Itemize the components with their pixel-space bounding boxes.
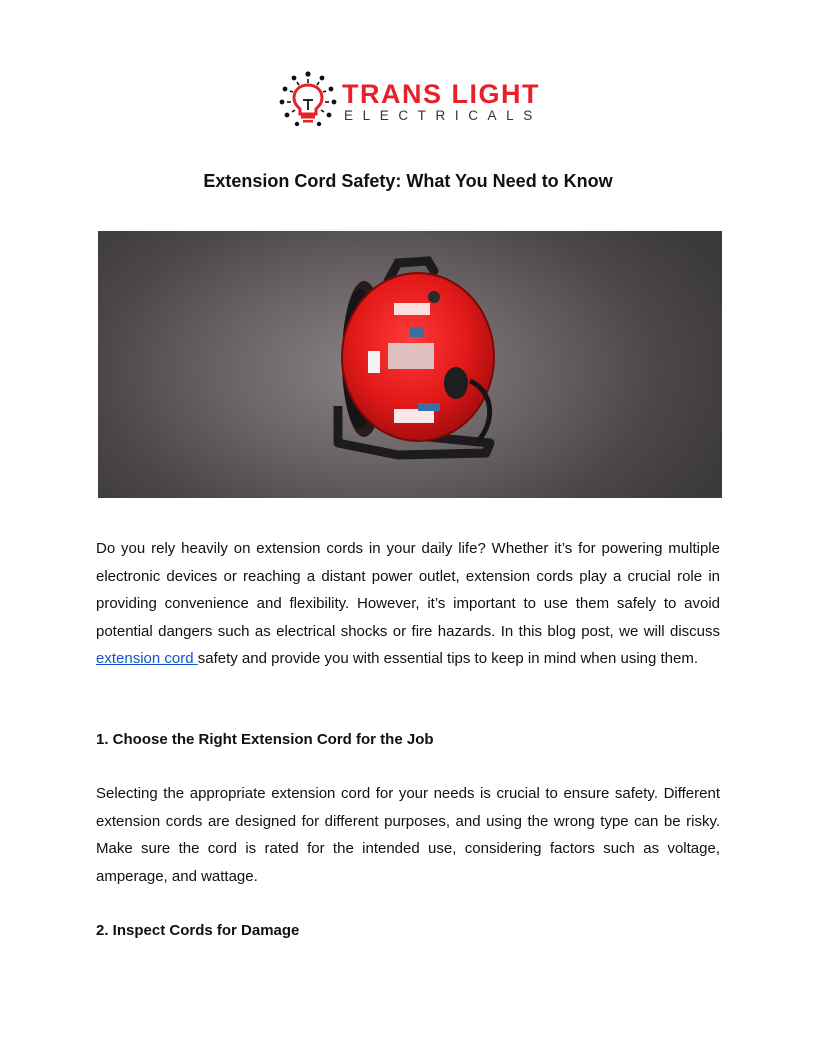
intro-text-end: safety and provide you with essential tips to keep in mind when using them. [197, 650, 699, 667]
intro-paragraph [96, 535, 720, 673]
intro-text-start: Do you rely heavily on extension cords in your daily life? Whether it’s for powering multiple electronic devices or reaching a distant power outlet, extension cords play a crucial role in providing convenience and flexibility. However, it’s important to use them safely to avoid potential dangers such as electrical shocks or fire hazards. In this blog post, we will discuss [96, 540, 720, 640]
section-heading-choose-cord: 1. Choose the Right Extension Cord for the Job [96, 731, 434, 748]
company-logo [278, 70, 540, 130]
section-heading-inspect-cords: 2. Inspect Cords for Damage [96, 922, 300, 939]
lightbulb-gear-icon [278, 70, 338, 128]
brand-name: TRANS LIGHT [342, 79, 540, 109]
extension-cord-reel-photo [98, 231, 722, 498]
article-title: Extension Cord Safety: What You Need to Know [203, 171, 613, 191]
extension-cord-link[interactable]: extension cord [96, 650, 198, 667]
brand-subtitle: ELECTRICALS [344, 108, 542, 123]
section-body-choose-cord: Selecting the appropriate extension cord for your needs is crucial to ensure safety. Different extension cords are designed for different purposes, and using the wrong type can be risky. Make sure the cord is rated for the intended use, considering factors such as voltage, amperage, and wattage. [96, 785, 720, 885]
